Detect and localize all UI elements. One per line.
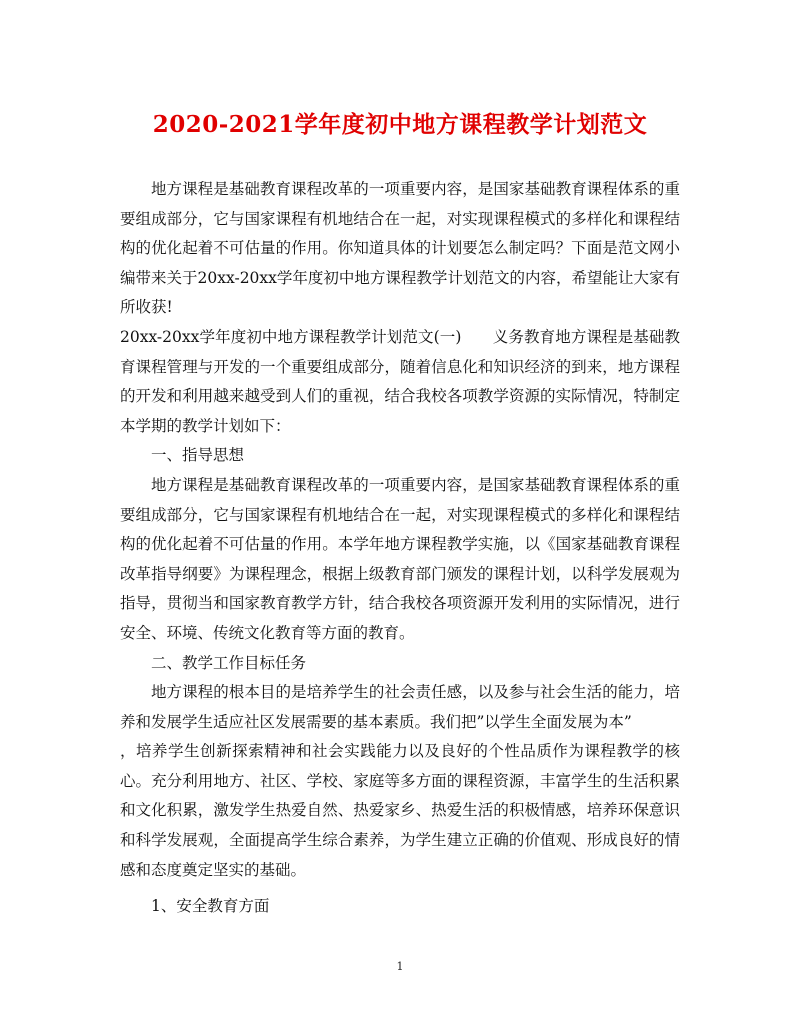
- heading-guiding-ideology: 一、指导思想: [151, 446, 245, 465]
- document-body: [120, 175, 680, 922]
- document-title: 2020-2021学年度初中地方课程教学计划范文: [152, 111, 648, 138]
- page-number: 1: [396, 960, 404, 973]
- intro-paragraph: 地方课程是基础教育课程改革的一项重要内容，是国家基础教育课程体系的重要组成部分，它与国家课程有机地结合在一起，对实现课程模式的多样化和课程结构的优化起着不可估量的作用。你知道具体的计划要怎么制定吗？下面是范文网小编带来关于20xx-20xx学年度初中地方课程教学计划范文的内容，希望能让大家有所收获!: [120, 180, 680, 317]
- teaching-goals-paragraph-a: 地方课程的根本目的是培养学生的社会责任感，以及参与社会生活的能力，培养和发展学生适应社区发展需要的基本素质。我们把”以学生全面发展为本”: [120, 683, 680, 731]
- heading-safety-education: 1、安全教育方面: [151, 897, 270, 916]
- teaching-goals-paragraph-b: ，培养学生创新探索精神和社会实践能力以及良好的个性品质作为课程教学的核心。充分利用地方、社区、学校、家庭等多方面的课程资源，丰富学生的生活积累和文化积累，激发学生热爱自然、热爱家乡、热爱生活的积极情感，培养环保意识和科学发展观，全面提高学生综合素养，为学生建立正确的价值观、形成良好的情感和态度奠定坚实的基础。: [120, 742, 680, 879]
- heading-teaching-goals: 二、教学工作目标任务: [151, 653, 307, 672]
- section-intro-paragraph: 20xx-20xx学年度初中地方课程教学计划范文(一) 义务教育地方课程是基础教育课程管理与开发的一个重要组成部分，随着信息化和知识经济的到来，地方课程的开发和利用越来越受到人们的重视，结合我校各项教学资源的实际情况，特制定本学期的教学计划如下：: [120, 327, 680, 435]
- guiding-ideology-paragraph: 地方课程是基础教育课程改革的一项重要内容，是国家基础教育课程体系的重要组成部分，它与国家课程有机地结合在一起，对实现课程模式的多样化和课程结构的优化起着不可估量的作用。本学年地方课程教学实施，以《国家基础教育课程改革指导纲要》为课程理念，根据上级教育部门颁发的课程计划，以科学发展观为指导，贯彻当和国家教育教学方针，结合我校各项资源开发利用的实际情况，进行安全、环境、传统文化教育等方面的教育。: [120, 475, 680, 642]
